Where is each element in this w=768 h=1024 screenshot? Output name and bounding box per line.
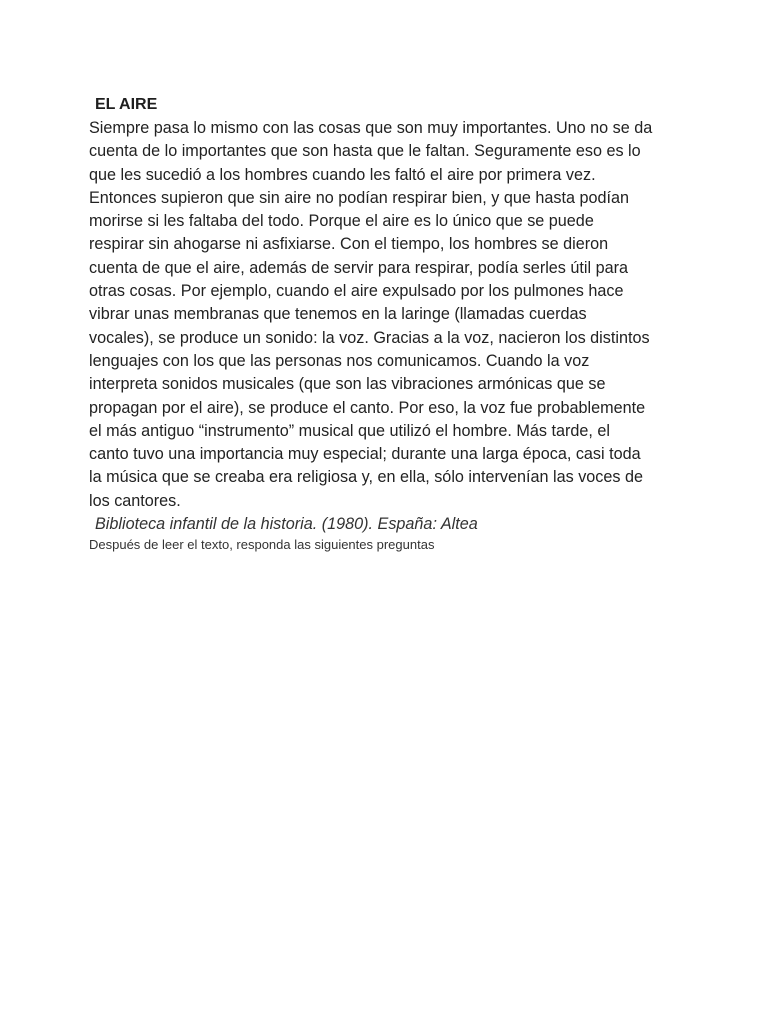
body-line: los cantores. (89, 491, 181, 510)
body-line: Siempre pasa lo mismo con las cosas que son muy importantes. Uno no se da (89, 119, 653, 137)
body-paragraph (89, 117, 689, 513)
body-line: otras cosas. Por ejemplo, cuando el aire expulsado por los pulmones hace (89, 282, 624, 301)
body-line: vibrar unas membranas que tenemos en la laringe (llamadas cuerdas (89, 305, 587, 324)
body-line: Entonces supieron que sin aire no podían respirar bien, y que hasta podían (89, 188, 629, 207)
body-line: que les sucedió a los hombres cuando les faltó el aire por primera vez. (89, 165, 596, 184)
source-citation: Biblioteca infantil de la historia. (1980). España: Altea (95, 515, 478, 533)
document-title: EL AIRE (95, 96, 158, 113)
body-line: morirse si les faltaba del todo. Porque el aire es lo único que se puede (89, 212, 594, 231)
body-line: respirar sin ahogarse ni asfixiarse. Con el tiempo, los hombres se dieron (89, 235, 609, 254)
body-line: lenguajes con los que las personas nos comunicamos. Cuando la voz (89, 351, 590, 370)
body-line: interpreta sonidos musicales (que son las vibraciones armónicas que se (89, 375, 606, 394)
body-line: la música que se creaba era religiosa y, en ella, sólo intervenían las voces de (89, 468, 643, 487)
body-line: cuenta de que el aire, además de servir para respirar, podía serles útil para (89, 258, 628, 277)
body-line: propagan por el aire), se produce el canto. Por eso, la voz fue probablemente (89, 398, 646, 417)
body-line: canto tuvo una importancia muy especial; durante una larga época, casi toda (89, 445, 641, 464)
body-line: cuenta de lo importantes que son hasta que le faltan. Seguramente eso es lo (89, 142, 641, 161)
body-line: el más antiguo “instrumento” musical que utilizó el hombre. Más tarde, el (89, 421, 610, 440)
instruction-text: Después de leer el texto, responda las siguientes preguntas (89, 537, 435, 552)
body-line: vocales), se produce un sonido: la voz. Gracias a la voz, nacieron los distintos (89, 328, 650, 347)
